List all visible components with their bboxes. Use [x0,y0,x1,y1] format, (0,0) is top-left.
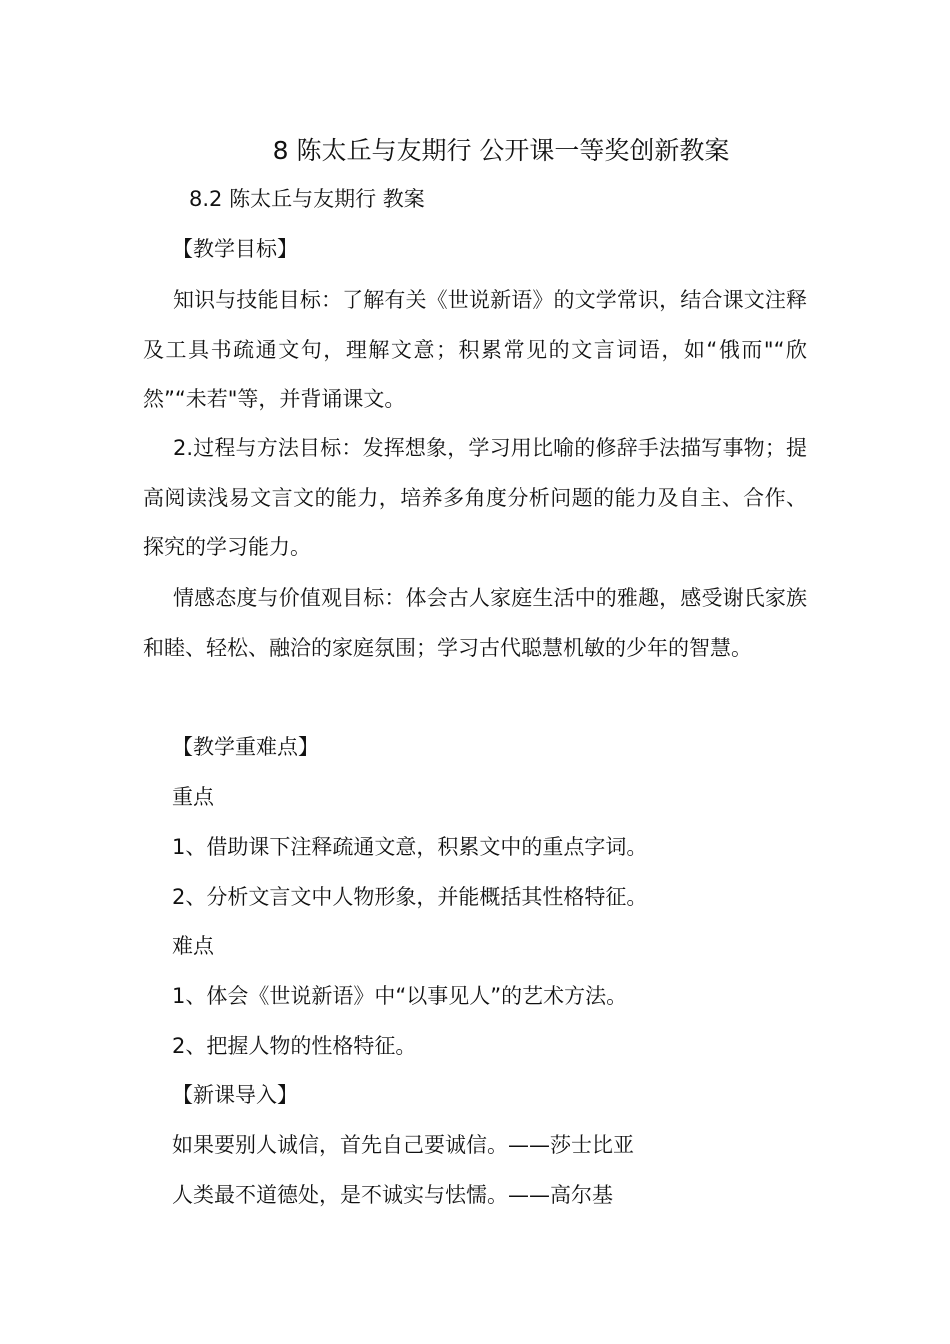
objective-emotion: 情感态度与价值观目标：体会古人家庭生活中的雅趣，感受谢氏家族和睦、轻松、融洽的家庭氛围；学习古代聪慧机敏的少年的智慧。 [143,586,807,660]
quote-gorky: 人类最不道德处，是不诚实与怯懦。——高尔基 [172,1183,613,1207]
document-subtitle: 8.2 陈太丘与友期行 教案 [189,187,425,211]
key-point-2: 2、分析文言文中人物形象，并能概括其性格特征。 [172,885,648,909]
section-heading-key-points: 【教学重难点】 [172,735,319,759]
document-title: 8 陈太丘与友期行 公开课一等奖创新教案 [272,136,730,165]
quote-shakespeare: 如果要别人诚信，首先自己要诚信。——莎士比亚 [172,1133,634,1157]
objective-process: 2.过程与方法目标：发挥想象，学习用比喻的修辞手法描写事物；提高阅读浅易文言文的能力，培养多角度分析问题的能力及自主、合作、探究的学习能力。 [143,436,807,560]
key-point-1: 1、借助课下注释疏通文意，积累文中的重点字词。 [172,835,648,859]
section-heading-objectives: 【教学目标】 [172,237,298,261]
difficult-point-2: 2、把握人物的性格特征。 [172,1034,417,1058]
difficult-point-1: 1、体会《世说新语》中“以事见人”的艺术方法。 [172,984,628,1008]
objective-knowledge: 知识与技能目标：了解有关《世说新语》的文学常识，结合课文注释及工具书疏通文句，理解文意；积累常见的文言词语，如“俄而"“欣然”“未若"等，并背诵课文。 [143,288,807,412]
key-label: 重点 [172,785,214,809]
difficult-label: 难点 [172,934,214,958]
section-heading-intro: 【新课导入】 [172,1083,298,1107]
